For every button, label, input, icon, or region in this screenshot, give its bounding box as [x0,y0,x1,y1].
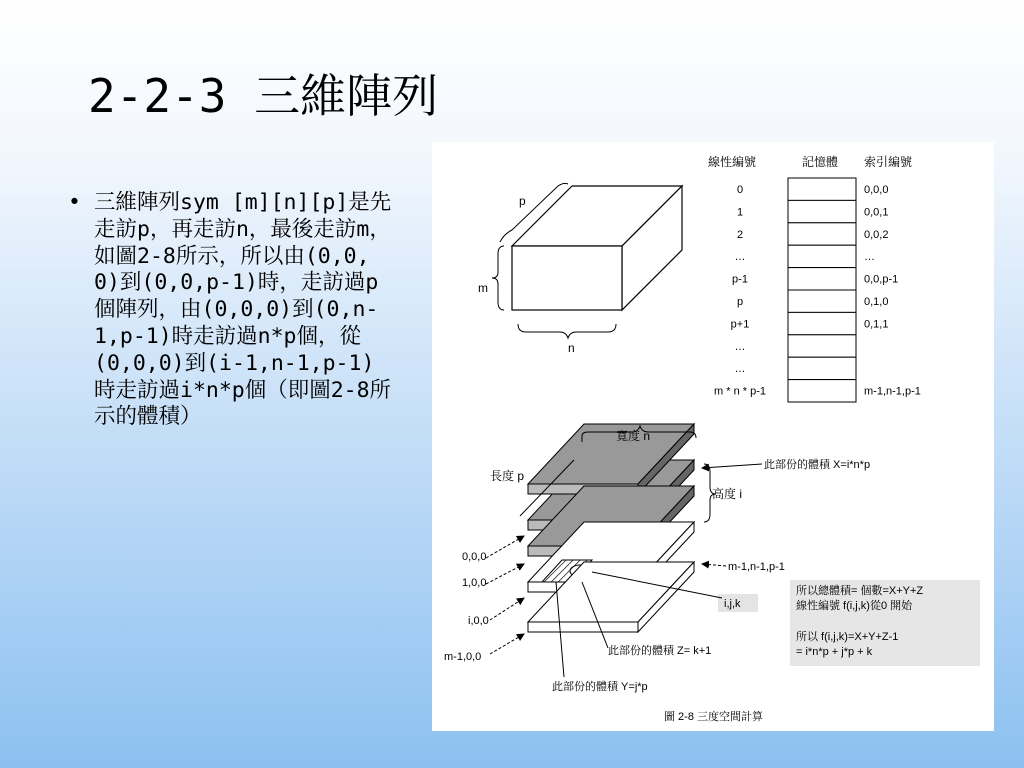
bullet-paragraph [68,190,393,431]
linear-number: … [734,363,746,376]
formula-line-1: 所以總體積= 個數=X+Y+Z [796,585,924,597]
index-number: m-1,n-1,p-1 [864,385,921,398]
linear-number: … [734,340,746,353]
formula-line-2: 線性編號 f(i,j,k)從0 開始 [796,600,913,612]
label-idx-i00: i,0,0 [468,615,489,627]
header-memory: 記憶體 [802,155,839,169]
index-number: … [864,251,875,264]
label-volume-z: 此部份的體積 Z= k+1 [608,645,712,657]
bullet-text: 三維陣列sym [m][n][p]是先走訪p，再走訪n，最後走訪m，如圖2-8所示，所以由(0,0,0)到(0,0,p-1)時，走訪過p個陣列，由(0,0,0)到(0,n-1,p-1)時走訪過n*p個，從(0,0,0)到(i-1,n-1,p-1)時走訪過i*n*p個（即圖2-8所示的體積） [94,190,392,430]
memory-cell [788,335,856,357]
label-n: n [568,341,575,355]
label-ijk: i,j,k [724,598,741,610]
figure-caption: 圖 2-8 三度空間計算 [664,711,764,723]
linear-number: p-1 [732,273,748,286]
prism-front-face [512,246,622,310]
formula-line-4: = i*n*p + j*p + k [796,646,873,658]
label-volume-y: 此部份的體積 Y=j*p [552,681,648,693]
memory-cell [788,223,856,245]
memory-table [708,154,921,402]
memory-cell [788,268,856,290]
label-volume-x: 此部份的體積 X=i*n*p [764,459,871,471]
linear-number: p [736,296,744,308]
arrow-idx-000 [486,536,524,558]
figure-svg [432,142,994,731]
arrow-idx-100 [486,564,524,584]
index-number: 0,0,1 [864,206,889,219]
arrow-idx-last [702,564,726,566]
figure-2-8 [432,142,994,731]
brace-n [518,324,616,338]
linear-number: p+1 [730,318,750,331]
rect-prism [512,186,682,310]
index-number: 0,1,1 [864,318,889,331]
linear-number: 2 [736,228,744,241]
index-number: 0,0,2 [864,228,889,241]
memory-cell [788,200,856,222]
memory-cell [788,380,856,402]
bullet-marker: • [68,190,81,215]
label-idx-last: m-1,n-1,p-1 [728,561,785,573]
label-height: 高度 i [712,487,743,501]
linear-number: 1 [736,206,744,219]
slide-title: 2-2-3 三維陣列 [88,69,439,123]
index-number: 0,1,0 [864,296,889,308]
memory-cell [788,290,856,312]
label-width: 寬度 n [616,429,651,443]
index-number: 0,0,p-1 [864,273,899,286]
header-linear: 線性編號 [708,155,757,169]
arrow-idx-i00 [490,598,524,620]
slab-lower-front [528,622,638,632]
arrow-volume-x [702,464,762,468]
linear-number: m * n * p-1 [714,385,766,398]
memory-cell [788,178,856,200]
index-number: 0,0,0 [864,184,889,196]
layer-stack [528,424,694,632]
memory-cell [788,357,856,379]
linear-number: 0 [736,184,744,196]
header-index: 索引編號 [864,155,913,169]
linear-number: … [734,251,746,264]
label-m: m [478,281,488,295]
formula-line-3: 所以 f(i,j,k)=X+Y+Z-1 [796,631,899,643]
label-length: 長度 p [490,469,525,483]
brace-m [492,246,504,310]
label-idx-100: 1,0,0 [462,577,487,589]
label-p: p [519,194,526,208]
label-idx-000: 0,0,0 [462,551,487,563]
memory-cell [788,245,856,267]
memory-cell [788,312,856,334]
arrow-idx-m00 [490,634,524,654]
label-idx-m00: m-1,0,0 [444,651,482,663]
